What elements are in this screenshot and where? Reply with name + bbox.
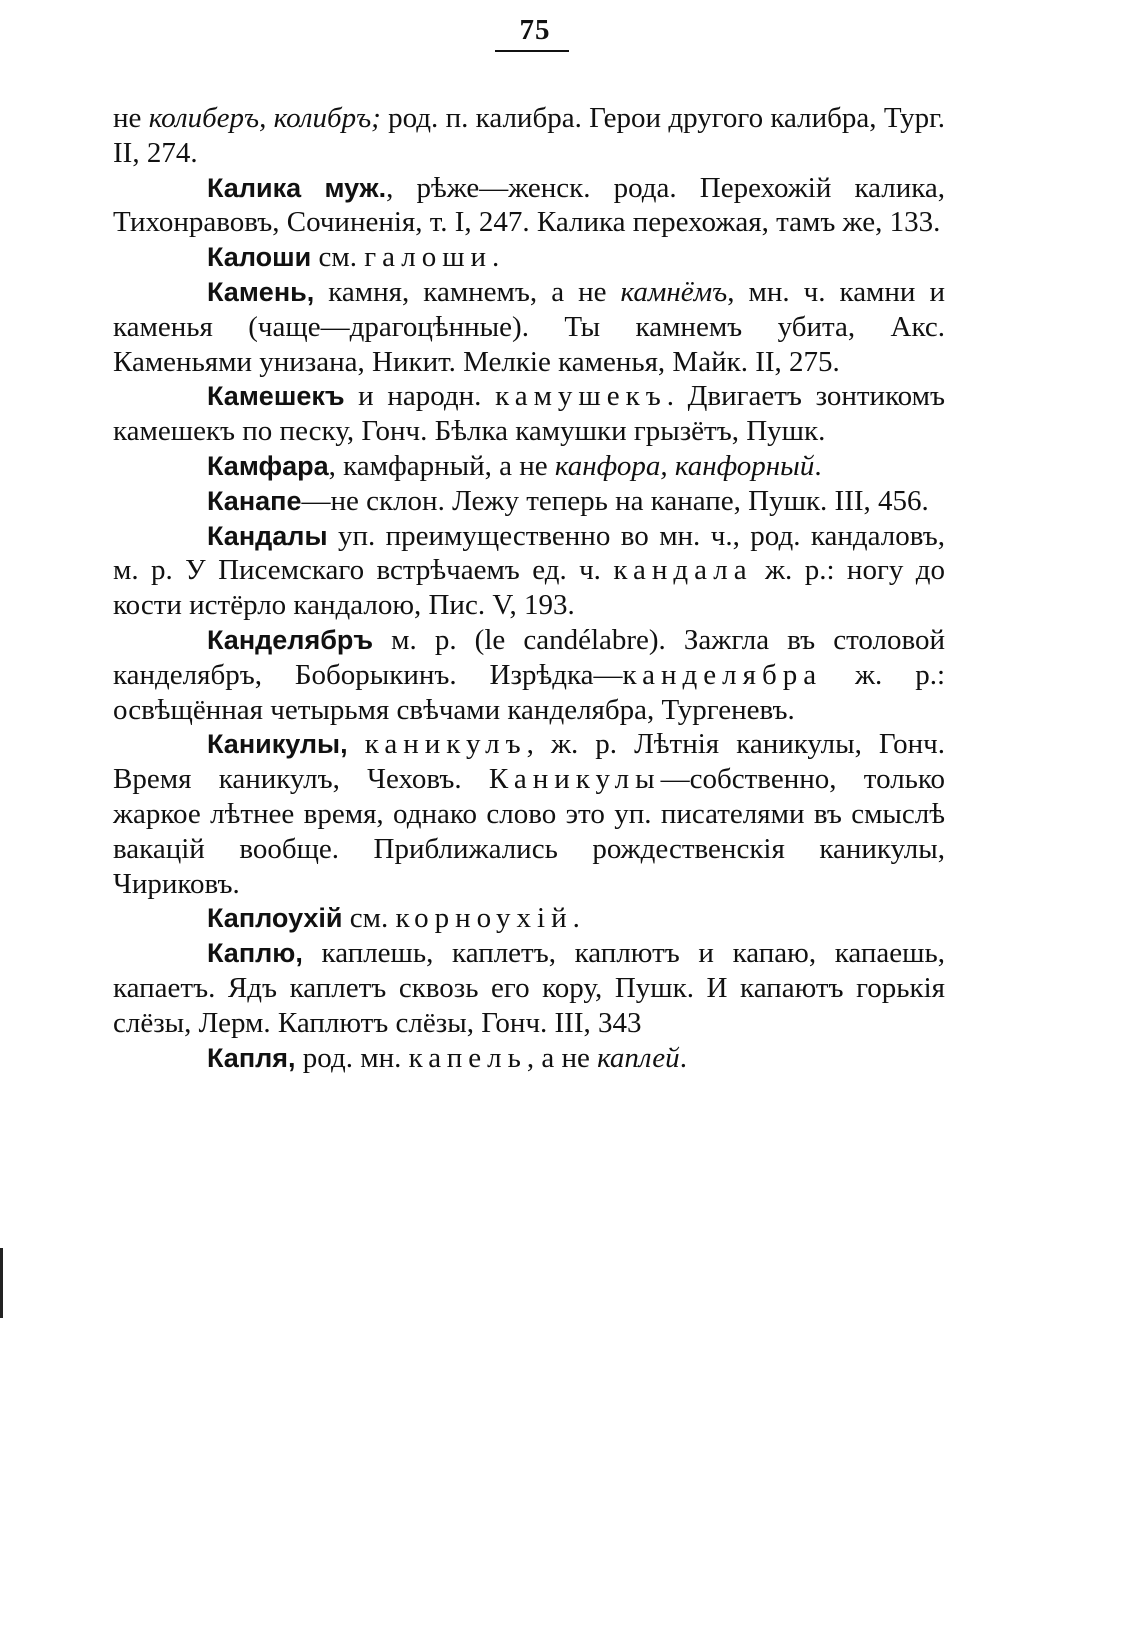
entry-headword: Канапе bbox=[207, 485, 302, 516]
entry-headword: Камень, bbox=[207, 276, 315, 307]
dictionary-entry bbox=[113, 936, 945, 1040]
entry-spaced-form: камушекъ bbox=[495, 380, 667, 413]
entry-text: род. мн. bbox=[295, 1041, 409, 1074]
entry-text: —не склон. Лежу теперь на канапе, Пушк. III, 456. bbox=[301, 484, 929, 517]
entry-italic-form: каплей bbox=[597, 1041, 680, 1074]
dictionary-entry bbox=[113, 484, 945, 519]
entry-headword: Камфара bbox=[207, 450, 329, 481]
entry-headword: Капля, bbox=[207, 1042, 296, 1073]
entry-italic-form: колиберъ, колибръ; bbox=[148, 102, 381, 134]
entry-text: . bbox=[572, 902, 580, 935]
entry-text: камня, камнемъ, а не bbox=[314, 275, 621, 308]
entry-spaced-form: капель bbox=[408, 1041, 527, 1074]
dictionary-entry bbox=[113, 240, 945, 275]
entry-text: , мн. ч. камни и каменья (чаще—драгоцѣнные). Ты камнемъ убита, Акс. Каменьями унизана, Никит. Мелкіе каменья, Майк. II, 275. bbox=[113, 275, 946, 378]
entry-spaced-form: каникулъ bbox=[364, 728, 527, 761]
entry-text: . Двигаетъ зонтикомъ камешекъ по песку, Гонч. Бѣлка камушки грызётъ, Пушк. bbox=[113, 380, 945, 448]
entry-spaced-form: кандала bbox=[613, 554, 753, 587]
entry-spaced-form: канделябра bbox=[622, 658, 823, 691]
entry-headword: Калоши bbox=[207, 242, 312, 273]
entry-text: см. bbox=[342, 902, 396, 935]
dictionary-text bbox=[113, 101, 945, 1075]
entry-text: , ж. р. Лѣтнія каникулы, Гонч. Время каникулъ, Чеховъ. bbox=[113, 728, 945, 796]
dictionary-entry bbox=[113, 379, 945, 449]
entry-text: ж. р.: ногу до кости истёрло кандалою, Пис. V, 193. bbox=[113, 554, 945, 622]
entry-headword: Камешекъ bbox=[207, 381, 345, 412]
entry-text: . bbox=[679, 1041, 687, 1074]
entry-text: ж. р.: освѣщённая четырьмя свѣчами канделябра, Тургеневъ. bbox=[113, 658, 945, 726]
page-number-rule bbox=[495, 50, 569, 52]
entry-italic-form: камнёмъ bbox=[620, 275, 728, 308]
entry-text: . bbox=[814, 449, 822, 482]
dictionary-entry bbox=[113, 901, 945, 936]
entry-spaced-form: корноухій bbox=[395, 902, 573, 935]
entry-text: каплешь, каплетъ, каплютъ и капаю, капаешь, капаетъ. Ядъ каплетъ сквозь его кору, Пушк. И капаютъ горькія слёзы, Лерм. Каплютъ слёзы, Гонч. III, 343 bbox=[113, 937, 945, 1039]
dictionary-entry bbox=[113, 101, 945, 171]
entry-text: род. п. калибра. Герои другого калибра, Тург. II, 274. bbox=[113, 102, 945, 169]
scan-edge-mark bbox=[0, 1248, 3, 1318]
dictionary-entry bbox=[113, 623, 945, 727]
entry-headword: Каплю, bbox=[207, 938, 303, 969]
entry-italic-form: канфора, канфорный bbox=[554, 449, 815, 482]
page-number: 75 bbox=[519, 14, 551, 46]
entry-headword: Кандалы bbox=[207, 520, 328, 551]
dictionary-entry bbox=[113, 171, 945, 241]
entry-text: , рѣже—женск. рода. Перехожій калика, Тихонравовъ, Сочиненія, т. I, 247. Калика перехожая, тамъ же, 133. bbox=[113, 171, 946, 239]
dictionary-entry bbox=[113, 727, 945, 901]
entry-headword: Канделябръ bbox=[207, 624, 374, 655]
entry-spaced-form: Каникулы bbox=[488, 763, 661, 796]
entry-text: м. р. (le candélabre). Зажгла въ столовой канделябръ, Боборыкинъ. Изрѣдка— bbox=[113, 623, 945, 691]
entry-headword: Каплоухій bbox=[207, 903, 343, 934]
dictionary-entry bbox=[113, 275, 945, 379]
entry-text: , камфарный, а не bbox=[328, 449, 555, 482]
entry-text: . bbox=[492, 241, 500, 274]
dictionary-entry bbox=[113, 519, 945, 623]
entry-headword: Каникулы, bbox=[207, 729, 348, 760]
entry-text: не bbox=[113, 102, 149, 134]
entry-text: и народн. bbox=[344, 380, 496, 413]
dictionary-entry bbox=[113, 449, 945, 484]
dictionary-entry bbox=[113, 1041, 945, 1076]
entry-text: , а не bbox=[526, 1041, 598, 1074]
entry-text: см. bbox=[311, 241, 365, 274]
entry-text: уп. преимущественно во мн. ч., род. кандаловъ, м. р. У Писемскаго встрѣчаемъ ед. ч. bbox=[113, 519, 945, 587]
entry-text: —собственно, только жаркое лѣтнее время, однако слово это уп. писателями въ смыслѣ вакацій вообще. Приближались рождественскія каникулы, Чириковъ. bbox=[113, 763, 946, 900]
entry-text bbox=[348, 728, 365, 760]
entry-headword: Калика муж. bbox=[207, 172, 387, 203]
entry-spaced-form: галоши bbox=[364, 241, 493, 274]
